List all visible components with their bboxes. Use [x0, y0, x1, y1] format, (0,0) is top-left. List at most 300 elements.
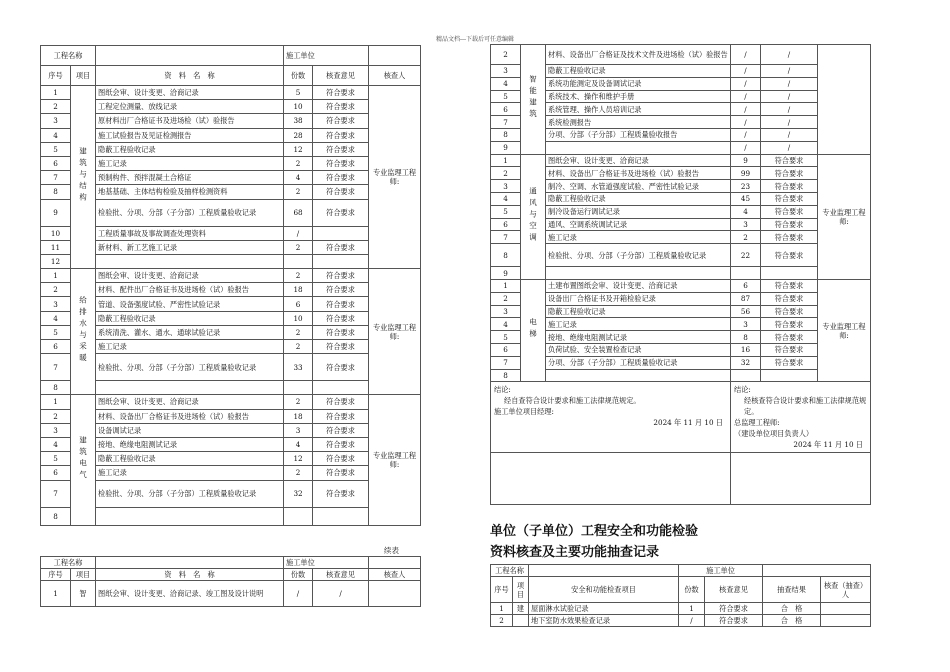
material-name: 工程质量事故及事故调查处理资料	[96, 226, 284, 240]
checker-label: 专业监理工程师:	[822, 321, 866, 340]
row-no: 6	[41, 156, 71, 170]
conclusion-left-date: 2024 年 11 月 10 日	[653, 418, 723, 428]
copies: 18	[284, 409, 313, 423]
right-row	[491, 331, 871, 344]
copies: 28	[284, 128, 313, 142]
copies: 12	[284, 142, 313, 156]
row-no: 3	[41, 297, 71, 311]
left-row	[41, 452, 421, 466]
copies: /	[284, 226, 313, 240]
opinion: 符合要求	[761, 305, 818, 318]
material-name: 材料、设备出厂合格证书及进场检（试）验报告	[546, 167, 731, 180]
left-row	[41, 128, 421, 142]
left-row	[41, 283, 421, 297]
material-name: 土建布置图纸会审、设计变更、洽商记录	[546, 279, 731, 292]
row-copies: /	[284, 581, 313, 607]
right-row	[491, 231, 871, 244]
copies: 6	[731, 279, 761, 292]
right-row	[491, 318, 871, 331]
row-no: 1	[41, 395, 71, 409]
left-row	[41, 466, 421, 480]
opinion	[313, 507, 369, 525]
opinion: 符合要求	[313, 269, 369, 283]
row-no: 3	[41, 423, 71, 437]
bt-row-no: 1	[491, 603, 513, 615]
right-row	[491, 167, 871, 180]
bt-row-category: 建	[513, 603, 529, 615]
construction-unit-label-2: 施工单位	[284, 557, 369, 569]
right-row	[491, 205, 871, 218]
material-name	[96, 381, 284, 395]
bt-col-seq: 序号	[491, 577, 513, 603]
left-row	[41, 185, 421, 199]
row-no: 7	[41, 480, 71, 507]
copies: 2	[284, 185, 313, 199]
copies: /	[731, 77, 761, 90]
row-no: 4	[41, 437, 71, 451]
left-row	[41, 423, 421, 437]
checker-cell	[369, 269, 421, 395]
copies: 2	[284, 240, 313, 254]
copies: 38	[284, 114, 313, 128]
row-no: 4	[491, 192, 521, 205]
row-no: 7	[491, 231, 521, 244]
construction-unit-value-2	[369, 557, 421, 569]
construction-unit-label: 施工单位	[284, 46, 369, 66]
row-no: 7	[41, 354, 71, 381]
right-row	[491, 128, 871, 141]
material-name: 施工记录	[96, 340, 284, 354]
left-row	[41, 354, 421, 381]
material-name: 施工记录	[546, 318, 731, 331]
row-no: 10	[41, 226, 71, 240]
row-no: 12	[41, 254, 71, 268]
opinion: /	[761, 65, 818, 78]
row-no: 8	[491, 369, 521, 382]
checker-cell	[818, 154, 871, 279]
copies: 68	[284, 199, 313, 226]
copies: 32	[731, 356, 761, 369]
row-no: 3	[491, 305, 521, 318]
row-no: 1	[41, 86, 71, 100]
row-no: 5	[491, 331, 521, 344]
bt-col-result: 抽查结果	[763, 577, 821, 603]
opinion: /	[761, 90, 818, 103]
right-row	[491, 244, 871, 267]
bt-col-item: 项目	[513, 577, 529, 603]
bt-project-name-value	[529, 565, 679, 577]
row-no: 4	[41, 311, 71, 325]
row-name: 图纸会审、设计变更、洽商记录、竣工图及设计说明	[96, 581, 284, 607]
bt-construction-unit-label: 施工单位	[679, 565, 763, 577]
left-row	[41, 156, 421, 170]
category-cell	[71, 86, 96, 269]
col-checker-2: 核查人	[369, 569, 421, 581]
bt-row-copies: 1	[679, 603, 705, 615]
material-name: 管道、设备强度试验、严密性试验记录	[96, 297, 284, 311]
material-name: 隐蔽工程验收记录	[96, 142, 284, 156]
opinion: 符合要求	[313, 354, 369, 381]
row-no: 4	[491, 318, 521, 331]
bt-row-name: 屋面淋水试验记录	[529, 603, 679, 615]
material-name: 材料、配件出厂合格证书及进场检（试）验报告	[96, 283, 284, 297]
left-row	[41, 142, 421, 156]
material-name: 工程定位测量、放线记录	[96, 100, 284, 114]
opinion: 符合要求	[313, 423, 369, 437]
left-row	[41, 226, 421, 240]
opinion: /	[761, 128, 818, 141]
left-row	[41, 340, 421, 354]
material-name: 图纸会审、设计变更、洽商记录	[546, 154, 731, 167]
conclusion-right-unit: （建设单位项目负责人）	[734, 429, 814, 439]
bt-col-check-item: 安全和功能检查项目	[529, 577, 679, 603]
safety-function-table	[490, 564, 871, 627]
copies	[284, 381, 313, 395]
material-name: 系统检测报告	[546, 116, 731, 129]
row-no: 7	[41, 171, 71, 185]
copies: 4	[284, 437, 313, 451]
col-copies: 份数	[284, 66, 313, 86]
material-name: 原材料出厂合格证书及进场检（试）验报告	[96, 114, 284, 128]
category-label: 建筑电气	[78, 435, 88, 482]
material-name: 系统管理、操作人员培训记录	[546, 103, 731, 116]
title2-line2: 资料核查及主要功能抽查记录	[490, 545, 660, 560]
copies	[284, 254, 313, 268]
opinion: 符合要求	[313, 311, 369, 325]
checker-cell	[369, 86, 421, 269]
row-no: 5	[41, 325, 71, 339]
row-no: 3	[41, 114, 71, 128]
opinion: 符合要求	[761, 331, 818, 344]
copies: 32	[284, 480, 313, 507]
opinion: 符合要求	[313, 199, 369, 226]
copies: 99	[731, 167, 761, 180]
conclusion-right-engineer: 总监理工程师:	[734, 418, 780, 428]
row-no: 2	[491, 45, 521, 65]
conclusion-right-date: 2024 年 11 月 10 日	[793, 440, 863, 450]
row-no: 9	[491, 141, 521, 154]
right-row	[491, 369, 871, 382]
material-name: 分项、分部（子分部）工程质量验收报告	[546, 128, 731, 141]
bt-col-opinion: 核查意见	[705, 577, 763, 603]
material-name: 分项、分部（子分部）工程质量验收记录	[546, 356, 731, 369]
right-row	[491, 103, 871, 116]
checker-label: 专业监理工程师:	[372, 168, 417, 187]
row-no: 7	[491, 356, 521, 369]
opinion: 符合要求	[761, 318, 818, 331]
row-no: 4	[41, 128, 71, 142]
right-row	[491, 305, 871, 318]
category-label: 通风与空调	[528, 187, 538, 245]
material-name: 预制构件、预拌混凝土合格证	[96, 171, 284, 185]
col-materials: 资 料 名 称	[96, 66, 284, 86]
opinion	[313, 381, 369, 395]
bt-row-opinion: 符合要求	[705, 615, 763, 627]
left-row	[41, 507, 421, 525]
copies: 2	[731, 231, 761, 244]
copies: 10	[284, 311, 313, 325]
conclusion-right-body: 经核查符合设计要求和施工法律规范规定。	[744, 396, 867, 417]
opinion: 符合要求	[313, 466, 369, 480]
bt-row-result: 合 格	[763, 603, 821, 615]
row-no: 5	[491, 205, 521, 218]
bt-project-name-label: 工程名称	[491, 565, 529, 577]
col-copies-2: 份数	[284, 569, 313, 581]
col-seq-2: 序号	[41, 569, 71, 581]
project-name-value	[96, 46, 284, 66]
material-name: 材料、设备出厂合格证及技术文件及进场检（试）验报告	[546, 45, 731, 65]
page-header: 精品文档---下载后可任意编辑	[435, 36, 515, 43]
opinion: 符合要求	[313, 156, 369, 170]
row-no: 6	[491, 343, 521, 356]
row-no: 9	[41, 199, 71, 226]
col-item: 项目	[71, 66, 96, 86]
material-name: 施工记录	[96, 466, 284, 480]
copies: 9	[731, 154, 761, 167]
left-materials-table	[40, 45, 421, 526]
right-row	[491, 77, 871, 90]
copies: 6	[284, 297, 313, 311]
copies: /	[731, 141, 761, 154]
right-row	[491, 90, 871, 103]
right-row	[491, 279, 871, 292]
category-cell	[521, 45, 546, 155]
project-name-label: 工程名称	[41, 46, 96, 66]
row-no: 4	[491, 77, 521, 90]
opinion: 符合要求	[313, 240, 369, 254]
copies: 4	[731, 205, 761, 218]
bt-row-copies: /	[679, 615, 705, 627]
right-row	[491, 267, 871, 280]
opinion: 符合要求	[313, 171, 369, 185]
copies: 3	[731, 218, 761, 231]
copies: 3	[731, 318, 761, 331]
col-seq: 序号	[41, 66, 71, 86]
bt-row-category	[513, 615, 529, 627]
conclusion-left-blank	[491, 453, 731, 505]
category-cell	[71, 269, 96, 395]
opinion	[761, 267, 818, 280]
conclusion-left-manager: 施工单位项目经理:	[494, 407, 554, 417]
row-no: 1	[491, 154, 521, 167]
opinion: 符合要求	[313, 340, 369, 354]
copies: 5	[284, 86, 313, 100]
checker-cell	[818, 279, 871, 381]
row-no: 6	[41, 340, 71, 354]
material-name: 设备调试记录	[96, 423, 284, 437]
checker-label: 专业监理工程师:	[372, 322, 417, 341]
row-no: 1	[491, 279, 521, 292]
checker-cell	[369, 395, 421, 525]
material-name: 检验批、分项、分部（子分部）工程质量验收记录	[96, 480, 284, 507]
copies: /	[731, 103, 761, 116]
row-no: 2	[491, 167, 521, 180]
left-row	[41, 240, 421, 254]
material-name: 材料、设备出厂合格证书及进场检（试）验报告	[96, 409, 284, 423]
col-checker: 核查人	[369, 66, 421, 86]
row-no: 11	[41, 240, 71, 254]
material-name	[546, 141, 731, 154]
material-name: 新材料、新工艺施工记录	[96, 240, 284, 254]
left-row	[41, 437, 421, 451]
opinion: 符合要求	[313, 297, 369, 311]
opinion: 符合要求	[313, 283, 369, 297]
left-row	[41, 311, 421, 325]
conclusion-right-blank	[731, 453, 871, 505]
copies: /	[731, 65, 761, 78]
opinion: /	[761, 45, 818, 65]
material-name: 检验批、分项、分部（子分部）工程质量验收记录	[96, 354, 284, 381]
right-row	[491, 356, 871, 369]
material-name: 隐蔽工程验收记录	[96, 311, 284, 325]
copies: /	[731, 128, 761, 141]
material-name: 施工试验报告及见证检测报告	[96, 128, 284, 142]
title2-line1: 单位（子单位）工程安全和功能检验	[490, 524, 699, 539]
opinion: 符合要求	[761, 180, 818, 193]
bt-row-checker	[821, 603, 871, 615]
opinion: /	[761, 77, 818, 90]
copies: 2	[284, 156, 313, 170]
conclusion-left	[491, 382, 731, 453]
material-name: 施工记录	[96, 156, 284, 170]
row-no: 3	[491, 65, 521, 78]
checker-cell	[818, 45, 871, 155]
left-row	[41, 269, 421, 283]
copies	[731, 369, 761, 382]
opinion	[761, 369, 818, 382]
material-name: 图纸会审、设计变更、洽商记录	[96, 269, 284, 283]
material-name: 施工记录	[546, 231, 731, 244]
right-row	[491, 154, 871, 167]
bt-row	[491, 615, 871, 627]
opinion	[313, 254, 369, 268]
category-label: 电梯	[528, 318, 538, 342]
material-name: 图纸会审、设计变更、洽商记录	[96, 395, 284, 409]
opinion: 符合要求	[313, 452, 369, 466]
opinion: 符合要求	[313, 114, 369, 128]
left-continued-table	[40, 556, 421, 607]
right-row	[491, 292, 871, 305]
row-no: 2	[491, 292, 521, 305]
copies	[284, 507, 313, 525]
left-row	[41, 86, 421, 100]
copies: 2	[284, 340, 313, 354]
opinion: 符合要求	[761, 192, 818, 205]
copies: 4	[284, 171, 313, 185]
category-cell	[521, 154, 546, 279]
opinion: 符合要求	[761, 244, 818, 267]
category-cell	[71, 395, 96, 525]
opinion: 符合要求	[313, 409, 369, 423]
bt-row	[491, 603, 871, 615]
row-no: 8	[491, 128, 521, 141]
opinion: 符合要求	[313, 325, 369, 339]
row-no: 8	[41, 507, 71, 525]
opinion: 符合要求	[313, 100, 369, 114]
opinion: 符合要求	[761, 292, 818, 305]
right-row	[491, 343, 871, 356]
row-no: 3	[491, 180, 521, 193]
project-name-label-2: 工程名称	[41, 557, 96, 569]
material-name: 接地、绝缘电阻测试记录	[546, 331, 731, 344]
copies: 12	[284, 452, 313, 466]
left-row	[41, 297, 421, 311]
material-name: 隐蔽工程验收记录	[546, 65, 731, 78]
right-row	[491, 218, 871, 231]
left-row	[41, 254, 421, 268]
opinion: 符合要求	[313, 185, 369, 199]
row-category: 智	[71, 581, 96, 607]
opinion: 符合要求	[313, 395, 369, 409]
row-no: 6	[41, 466, 71, 480]
row-no: 8	[41, 185, 71, 199]
copies	[731, 267, 761, 280]
right-row	[491, 65, 871, 78]
opinion: 符合要求	[761, 356, 818, 369]
row-no: 2	[41, 100, 71, 114]
material-name: 通风、空调系统调试记录	[546, 218, 731, 231]
col-opinion-2: 核查意见	[313, 569, 369, 581]
copies: 23	[731, 180, 761, 193]
row-no: 9	[491, 267, 521, 280]
col-item-2: 项目	[71, 569, 96, 581]
copies: 8	[731, 331, 761, 344]
copies: 33	[284, 354, 313, 381]
opinion: 符合要求	[313, 86, 369, 100]
copies: 56	[731, 305, 761, 318]
row-opinion: /	[313, 581, 369, 607]
material-name: 设备出厂合格证书及开箱检验记录	[546, 292, 731, 305]
row-no: 6	[491, 218, 521, 231]
material-name: 图纸会审、设计变更、洽商记录	[96, 86, 284, 100]
project-name-value-2	[96, 557, 284, 569]
category-label: 给排水与采暖	[78, 296, 88, 366]
left-row	[41, 409, 421, 423]
copies: 45	[731, 192, 761, 205]
left-row	[41, 171, 421, 185]
material-name: 隐蔽工程验收记录	[96, 452, 284, 466]
row-no: 5	[41, 142, 71, 156]
left-row	[41, 395, 421, 409]
right-row	[491, 180, 871, 193]
checker-label: 专业监理工程师:	[822, 207, 866, 226]
conclusion-right-unit-date	[734, 428, 867, 450]
bt-row-result: 合 格	[763, 615, 821, 627]
col-opinion: 核查意见	[313, 66, 369, 86]
copies: 2	[284, 395, 313, 409]
material-name	[96, 507, 284, 525]
left-row	[41, 381, 421, 395]
right-row	[491, 116, 871, 129]
opinion: 符合要求	[761, 205, 818, 218]
opinion: /	[761, 141, 818, 154]
conclusion-left-title: 结论:	[494, 385, 511, 395]
row-no: 7	[491, 116, 521, 129]
opinion: 符合要求	[761, 343, 818, 356]
opinion: 符合要求	[761, 231, 818, 244]
opinion: 符合要求	[761, 218, 818, 231]
row-no: 1	[41, 269, 71, 283]
opinion: 符合要求	[761, 154, 818, 167]
category-label: 智能建筑	[528, 75, 538, 122]
opinion	[313, 226, 369, 240]
left-row	[41, 199, 421, 226]
row-no: 2	[41, 409, 71, 423]
bt-row-checker	[821, 615, 871, 627]
conclusion-left-body: 经自查符合设计要求和施工法律规范规定。	[504, 396, 641, 406]
opinion: /	[761, 103, 818, 116]
left-row	[41, 325, 421, 339]
